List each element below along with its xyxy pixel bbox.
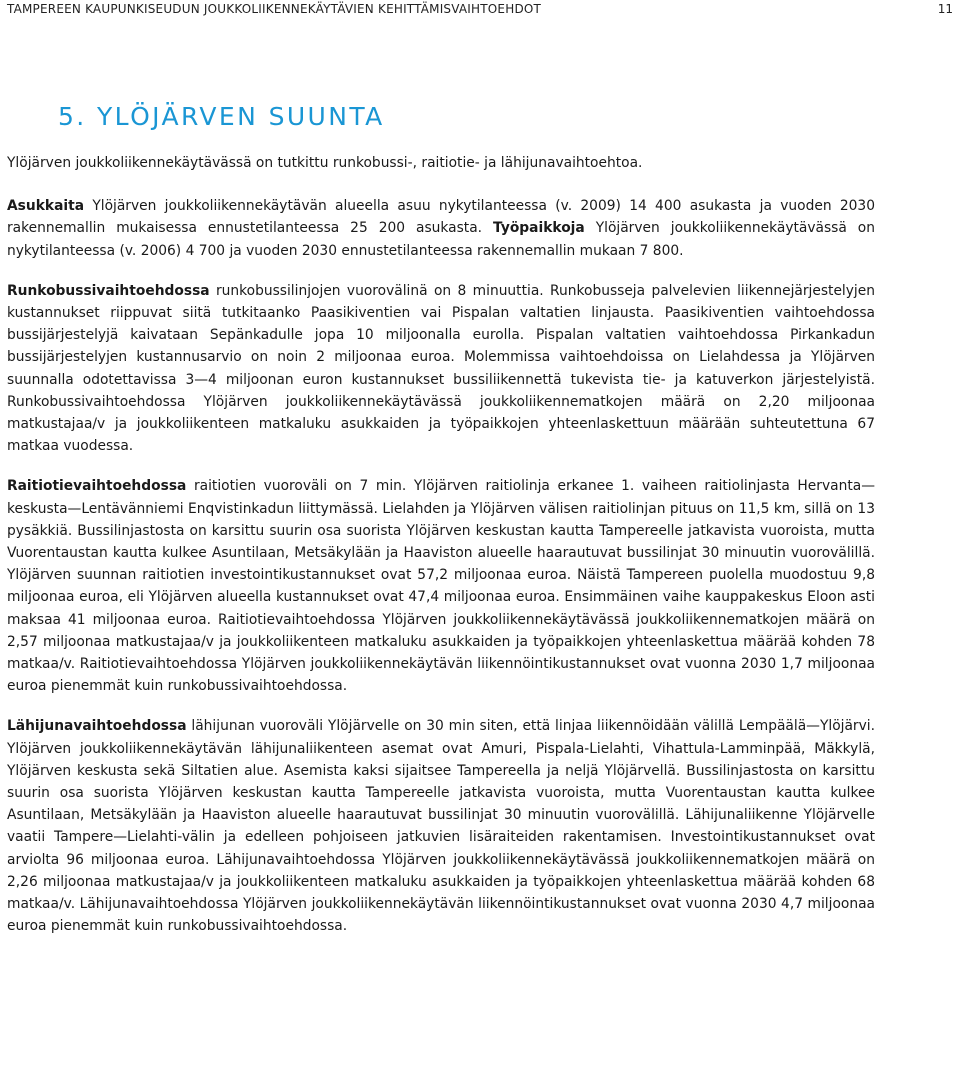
train-alternative-paragraph <box>7 715 875 937</box>
bus-alternative-text: runkobussilinjojen vuorovälinä on 8 minuuttia. Runkobusseja palvelevien liikennejärjestelyjen kustannukset riippuvat siitä tutkitaanko Paasikiventien vai Pispalan valtatien linjausta. Paasikiventien vaihtoehdossa bussijärjestelyjä kaivataan Sepänkadulle jopa 10 miljoonalla eurolla. Pispalan valtatien vaihtoehdossa Pirkankadun bussijärjestelyjen kustannusarvio on noin 2 miljoonaa euroa. Molemmissa vaihtoehdoissa on Lielahdessa ja Ylöjärven suunnalla odotettavissa 3—4 miljoonan euron kustannukset bussiliikennettä tukevista tie- ja katuverkon järjestelyistä. Runkobussivaihtoehdossa Ylöjärven joukkoliikennekäytävässä joukkoliikennematkojen määrä on 2,20 miljoonaa matkustajaa/v ja joukkoliikenteen matkaluku asukkaiden ja työpaikkojen yhteenlaskettuun määrään suhteutettuna 67 matkaa vuodessa. <box>7 282 875 455</box>
train-alternative-lead: Lähijunavaihtoehdossa <box>7 718 187 735</box>
header-title: TAMPEREEN KAUPUNKISEUDUN JOUKKOLIIKENNEKÄYTÄVIEN KEHITTÄMISVAIHTOEHDOT <box>7 2 542 16</box>
page-number: 11 <box>937 2 953 16</box>
tram-alternative-text: raitiotien vuoroväli on 7 min. Ylöjärven raitiolinja erkanee 1. vaiheen raitiolinjasta Hervanta—keskusta—Lentävänniemi Enqvistinkadun liittymässä. Lielahden ja Ylöjärven välisen raitiolinjan pituus on 11,5 km, sillä on 13 pysäkkiä. Bussilinjastosta on karsittu suurin osa suorista Ylöjärven keskustan kautta Tampereelle jatkavista vuoroista, mutta Vuorentaustan kautta kulkee Asuntilaan, Metsäkylään ja Haaviston alueelle haarautuvat bussilinjat 30 minuutin vuorovälillä. Ylöjärven suunnan raitiotien investointikustannukset ovat 57,2 miljoonaa euroa. Näistä Tampereen puolella muodostuu 9,8 miljoonaa euroa, eli Ylöjärven alueella kustannukset ovat 47,4 miljoonaa euroa. Ensimmäinen vaihe kauppakeskus Eloon asti maksaa 41 miljoonaa euroa. Raitiotievaihtoehdossa Ylöjärven joukkoliikennekäytävässä joukkoliikennematkojen määrä on 2,57 miljoonaa matkustajaa/v ja joukkoliikenteen matkaluku asukkaiden ja työpaikkojen yhteenlaskettua määrää kohden 78 matkaa/v. Raitiotievaihtoehdossa Ylöjärven joukkoliikennekäytävän liikennöintikustannukset ovat vuonna 2030 1,7 miljoonaa euroa pienemmät kuin runkobussivaihtoehdossa. <box>7 478 875 695</box>
residents-lead: Asukkaita <box>7 198 85 215</box>
section-title: 5. YLÖJÄRVEN SUUNTA <box>58 102 385 131</box>
tram-alternative-paragraph <box>7 475 875 697</box>
page-header <box>7 2 953 18</box>
population-paragraph <box>7 195 875 262</box>
intro-paragraph: Ylöjärven joukkoliikennekäytävässä on tutkittu runkobussi-, raitiotie- ja lähijunavaihtoehtoa. <box>7 155 643 171</box>
train-alternative-text: lähijunan vuoroväli Ylöjärvelle on 30 min siten, että linjaa liikennöidään välillä Lempäälä—Ylöjärvi. Ylöjärven joukkoliikennekäytävän lähijunaliikenteen asemat ovat Amuri, Pispala-Lielahti, Vihattula-Lamminpää, Mäkkylä, Ylöjärven keskusta sekä Siltatien alue. Asemista kaksi sijaitsee Tampereella ja neljä Ylöjärvellä. Bussilinjastosta on karsittu suurin osa suorista Ylöjärven keskustan kautta Tampereelle jatkavista vuoroista, mutta Vuorentaustan kautta kulkee Asuntilaan, Metsäkylään ja Haaviston alueelle haarautuvat bussilinjat 30 minuutin vuorovälillä. Lähijunaliikenne Ylöjärvelle vaatii Tampere—Lielahti-välin ja edelleen pohjoiseen jatkuvien lisäraiteiden rakentamisen. Investointikustannukset ovat arviolta 96 miljoonaa euroa. Lähijunavaihtoehdossa Ylöjärven joukkoliikennekäytävässä joukkoliikennematkojen määrä on 2,26 miljoonaa matkustajaa/v ja joukkoliikenteen matkaluku asukkaiden ja työpaikkojen yhteenlaskettua määrää kohden 68 matkaa/v. Lähijunavaihtoehdossa Ylöjärven joukkoliikennekäytävän liikennöintikustannukset ovat vuonna 2030 4,7 miljoonaa euroa pienemmät kuin runkobussivaihtoehdossa. <box>7 718 875 935</box>
tram-alternative-lead: Raitiotievaihtoehdossa <box>7 478 187 495</box>
bus-alternative-lead: Runkobussivaihtoehdossa <box>7 282 210 299</box>
jobs-lead: Työpaikkoja <box>493 220 585 237</box>
bus-alternative-paragraph <box>7 280 875 458</box>
jobs-text: Ylöjärven joukkoliikennekäytävässä on nykytilanteessa (v. 2006) 4 700 ja vuoden 2030 ennustetilanteessa rakennemallin mukaan 7 800. <box>7 220 875 259</box>
document-body <box>7 152 875 938</box>
residents-text: Ylöjärven joukkoliikennekäytävän alueella asuu nykytilanteessa (v. 2009) 14 400 asukasta ja vuoden 2030 rakennemallin mukaisessa ennustetilanteessa 25 200 asukasta. <box>7 198 875 237</box>
